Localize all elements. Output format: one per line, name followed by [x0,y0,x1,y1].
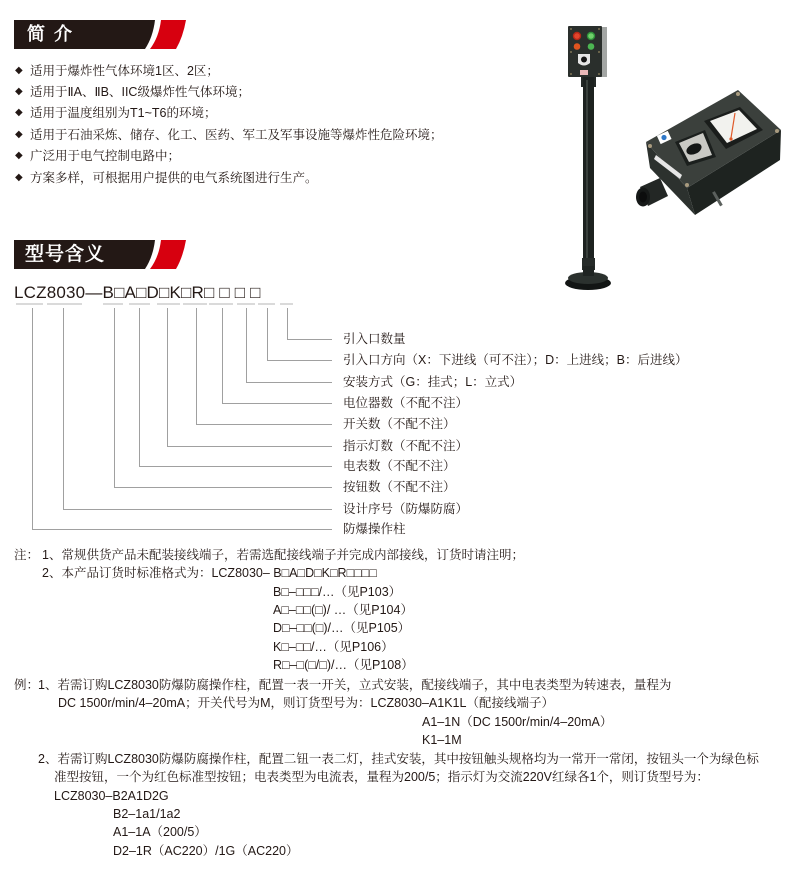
model-title: 型号含义 [25,244,106,265]
intro-title: 简 介 [27,24,75,44]
intro-section-header [14,20,188,49]
legend-entry-product-type: 防爆操作柱 [343,522,406,536]
legend-entry-indicator: 指示灯数（不配不注） [343,439,469,453]
bullet-text: 适用于温度组别为T1~T6的环境； [30,106,217,120]
diamond-bullet-icon: ◆ [15,107,23,118]
format-line: K□–□□/…（见P106） [273,640,394,654]
bullet-text: 适用于爆炸性气体环境1区、2区； [30,64,219,78]
legend-entry-meter: 电表数（不配不注） [343,459,456,473]
example-2-text: 2、若需订购LCZ8030防爆防腐操作柱，配置二钮一表二灯，挂式安装，其中按钮触头规格均为一常开一常闭，按钮头一个为绿色标 [38,752,759,766]
diamond-bullet-icon: ◆ [15,150,23,161]
example-1-text: DC 1500r/min/4–20mA；开关代号为M，则订货型号为：LCZ8030–A1K1L（配接线端子） [58,696,554,710]
diamond-bullet-icon: ◆ [15,86,23,97]
model-code: LCZ8030—B□A□D□K□R□ □ □ □ [14,283,261,302]
pole-control-station-image [565,26,611,290]
diamond-bullet-icon: ◆ [15,172,23,183]
model-section-header [14,240,188,269]
model-code-connector-lines [0,295,340,535]
example-2-model-code: LCZ8030–B2A1D2G [54,789,169,803]
example-2-text: 准型按钮，一个为红色标准型按钮；电表类型为电流表，量程为200/5；指示灯为交流220V红绿各1个，则订货型号为： [54,770,709,784]
legend-entry-mounting: 安装方式（G：挂式；L：立式） [343,375,523,389]
legend-entry-potentiometer: 电位器数（不配不注） [343,396,469,410]
examples-prefix: 例： [14,678,40,692]
meter-control-box-image [636,90,781,215]
example-2-sub-code: B2–1a1/1a2 [113,807,181,821]
note-item: 1、常规供货产品未配装接线端子，若需选配接线端子并完成内部接线，订货时请注明； [42,548,524,562]
example-2-sub-code: A1–1A（200/5） [113,825,207,839]
example-1-sub-code: A1–1N（DC 1500r/min/4–20mA） [422,715,613,729]
legend-entry-button: 按钮数（不配不注） [343,480,456,494]
legend-entry-inlet-count: 引入口数量 [343,332,406,346]
legend-entry-switch: 开关数（不配不注） [343,417,456,431]
product-photos [540,15,800,300]
legend-entry-inlet-direction: 引入口方向（X：下进线（可不注）；D：上进线；B：后进线） [343,353,688,367]
example-2-sub-code: D2–1R（AC220）/1G（AC220） [113,844,299,858]
bullet-text: 适用于石油采炼、储存、化工、医药、军工及军事设施等爆炸性危险环境； [30,128,443,142]
bullet-text: 方案多样，可根据用户提供的电气系统图进行生产。 [30,171,318,185]
diamond-bullet-icon: ◆ [15,129,23,140]
bullet-text: 适用于ⅡA、ⅡB、IIC级爆炸性气体环境； [30,85,250,99]
format-line: R□–□(□/□)/…（见P108） [273,658,414,672]
format-line: B□–□□□/…（见P103） [273,585,402,599]
diamond-bullet-icon: ◆ [15,65,23,76]
legend-entry-design-serial: 设计序号（防爆防腐） [343,502,469,516]
notes-prefix: 注： [14,548,40,562]
note-item: 2、本产品订货时标准格式为：LCZ8030– B□A□D□K□R□□□□ [42,566,377,580]
bullet-text: 广泛用于电气控制电路中； [30,149,181,163]
example-1-text: 1、若需订购LCZ8030防爆防腐操作柱，配置一表一开关，立式安装，配接线端子，其中电表类型为转速表，量程为 [38,678,672,692]
example-1-sub-code: K1–1M [422,733,462,747]
format-line: A□–□□(□)/ …（见P104） [273,603,413,617]
format-line: D□–□□(□)/…（见P105） [273,621,411,635]
